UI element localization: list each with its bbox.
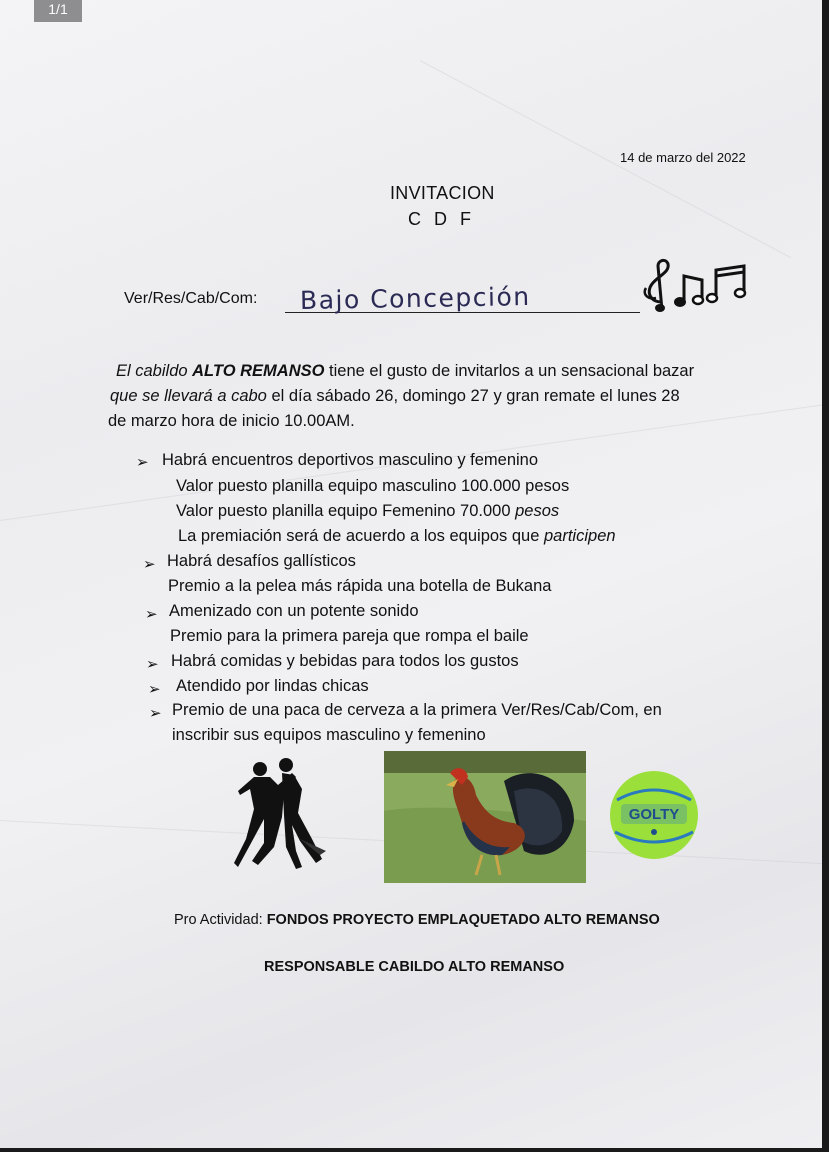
document-title: INVITACION: [390, 183, 495, 203]
item-sports: Habrá encuentros deportivos masculino y femenino: [162, 451, 539, 469]
bullet-arrow-icon: ➢: [143, 556, 156, 573]
item-cockfights: Habrá desafíos gallísticos: [167, 552, 356, 570]
intro-line-2: que se llevará a cabo el día sábado 26, domingo 27 y gran remate el lunes 28: [110, 387, 680, 405]
bullet-arrow-icon: ➢: [136, 454, 149, 471]
item-staff: Atendido por lindas chicas: [176, 677, 369, 695]
soccer-ball-photo: [607, 770, 701, 860]
bullet-arrow-icon: ➢: [148, 681, 161, 698]
document-subtitle: C D F: [408, 209, 475, 229]
bullet-arrow-icon: ➢: [145, 606, 158, 623]
document-date: 14 de marzo del 2022: [620, 150, 746, 165]
item-beer-prize-cont: inscribir sus equipos masculino y femenino: [172, 726, 486, 744]
item-sports-female-price: Valor puesto planilla equipo Femenino 70.000 pesos: [176, 502, 560, 520]
item-sports-awards: La premiación será de acuerdo a los equipos que participen: [178, 527, 616, 545]
item-sound: Amenizado con un potente sonido: [169, 602, 419, 620]
ball-brand-label: GOLTY: [628, 806, 680, 823]
recipient-label: Ver/Res/Cab/Com:: [124, 290, 258, 307]
footer-responsible: RESPONSABLE CABILDO ALTO REMANSO: [264, 959, 565, 975]
bullet-arrow-icon: ➢: [149, 705, 162, 722]
page-counter-badge: 1/1: [34, 0, 82, 22]
intro-line-3: de marzo hora de inicio 10.00AM.: [108, 412, 355, 430]
intro-line-1: El cabildo ALTO REMANSO tiene el gusto de invitarlos a un sensacional bazar: [116, 362, 695, 380]
dancers-silhouette: [230, 755, 330, 877]
music-notes-icon: [640, 258, 750, 314]
bullet-arrow-icon: ➢: [146, 656, 159, 673]
recipient-handwritten-value: Bajo Concepción: [299, 281, 531, 316]
item-cockfights-prize: Premio a la pelea más rápida una botella de Bukana: [168, 577, 552, 595]
item-sports-male-price: Valor puesto planilla equipo masculino 100.000 pesos: [176, 477, 570, 495]
footer-pro-activity: Pro Actividad: FONDOS PROYECTO EMPLAQUETADO ALTO REMANSO: [174, 912, 660, 928]
item-sound-prize: Premio para la primera pareja que rompa el baile: [170, 627, 529, 645]
item-food: Habrá comidas y bebidas para todos los gustos: [171, 652, 519, 670]
rooster-photo: [384, 751, 586, 883]
item-beer-prize: Premio de una paca de cerveza a la primera Ver/Res/Cab/Com, en: [172, 701, 662, 719]
